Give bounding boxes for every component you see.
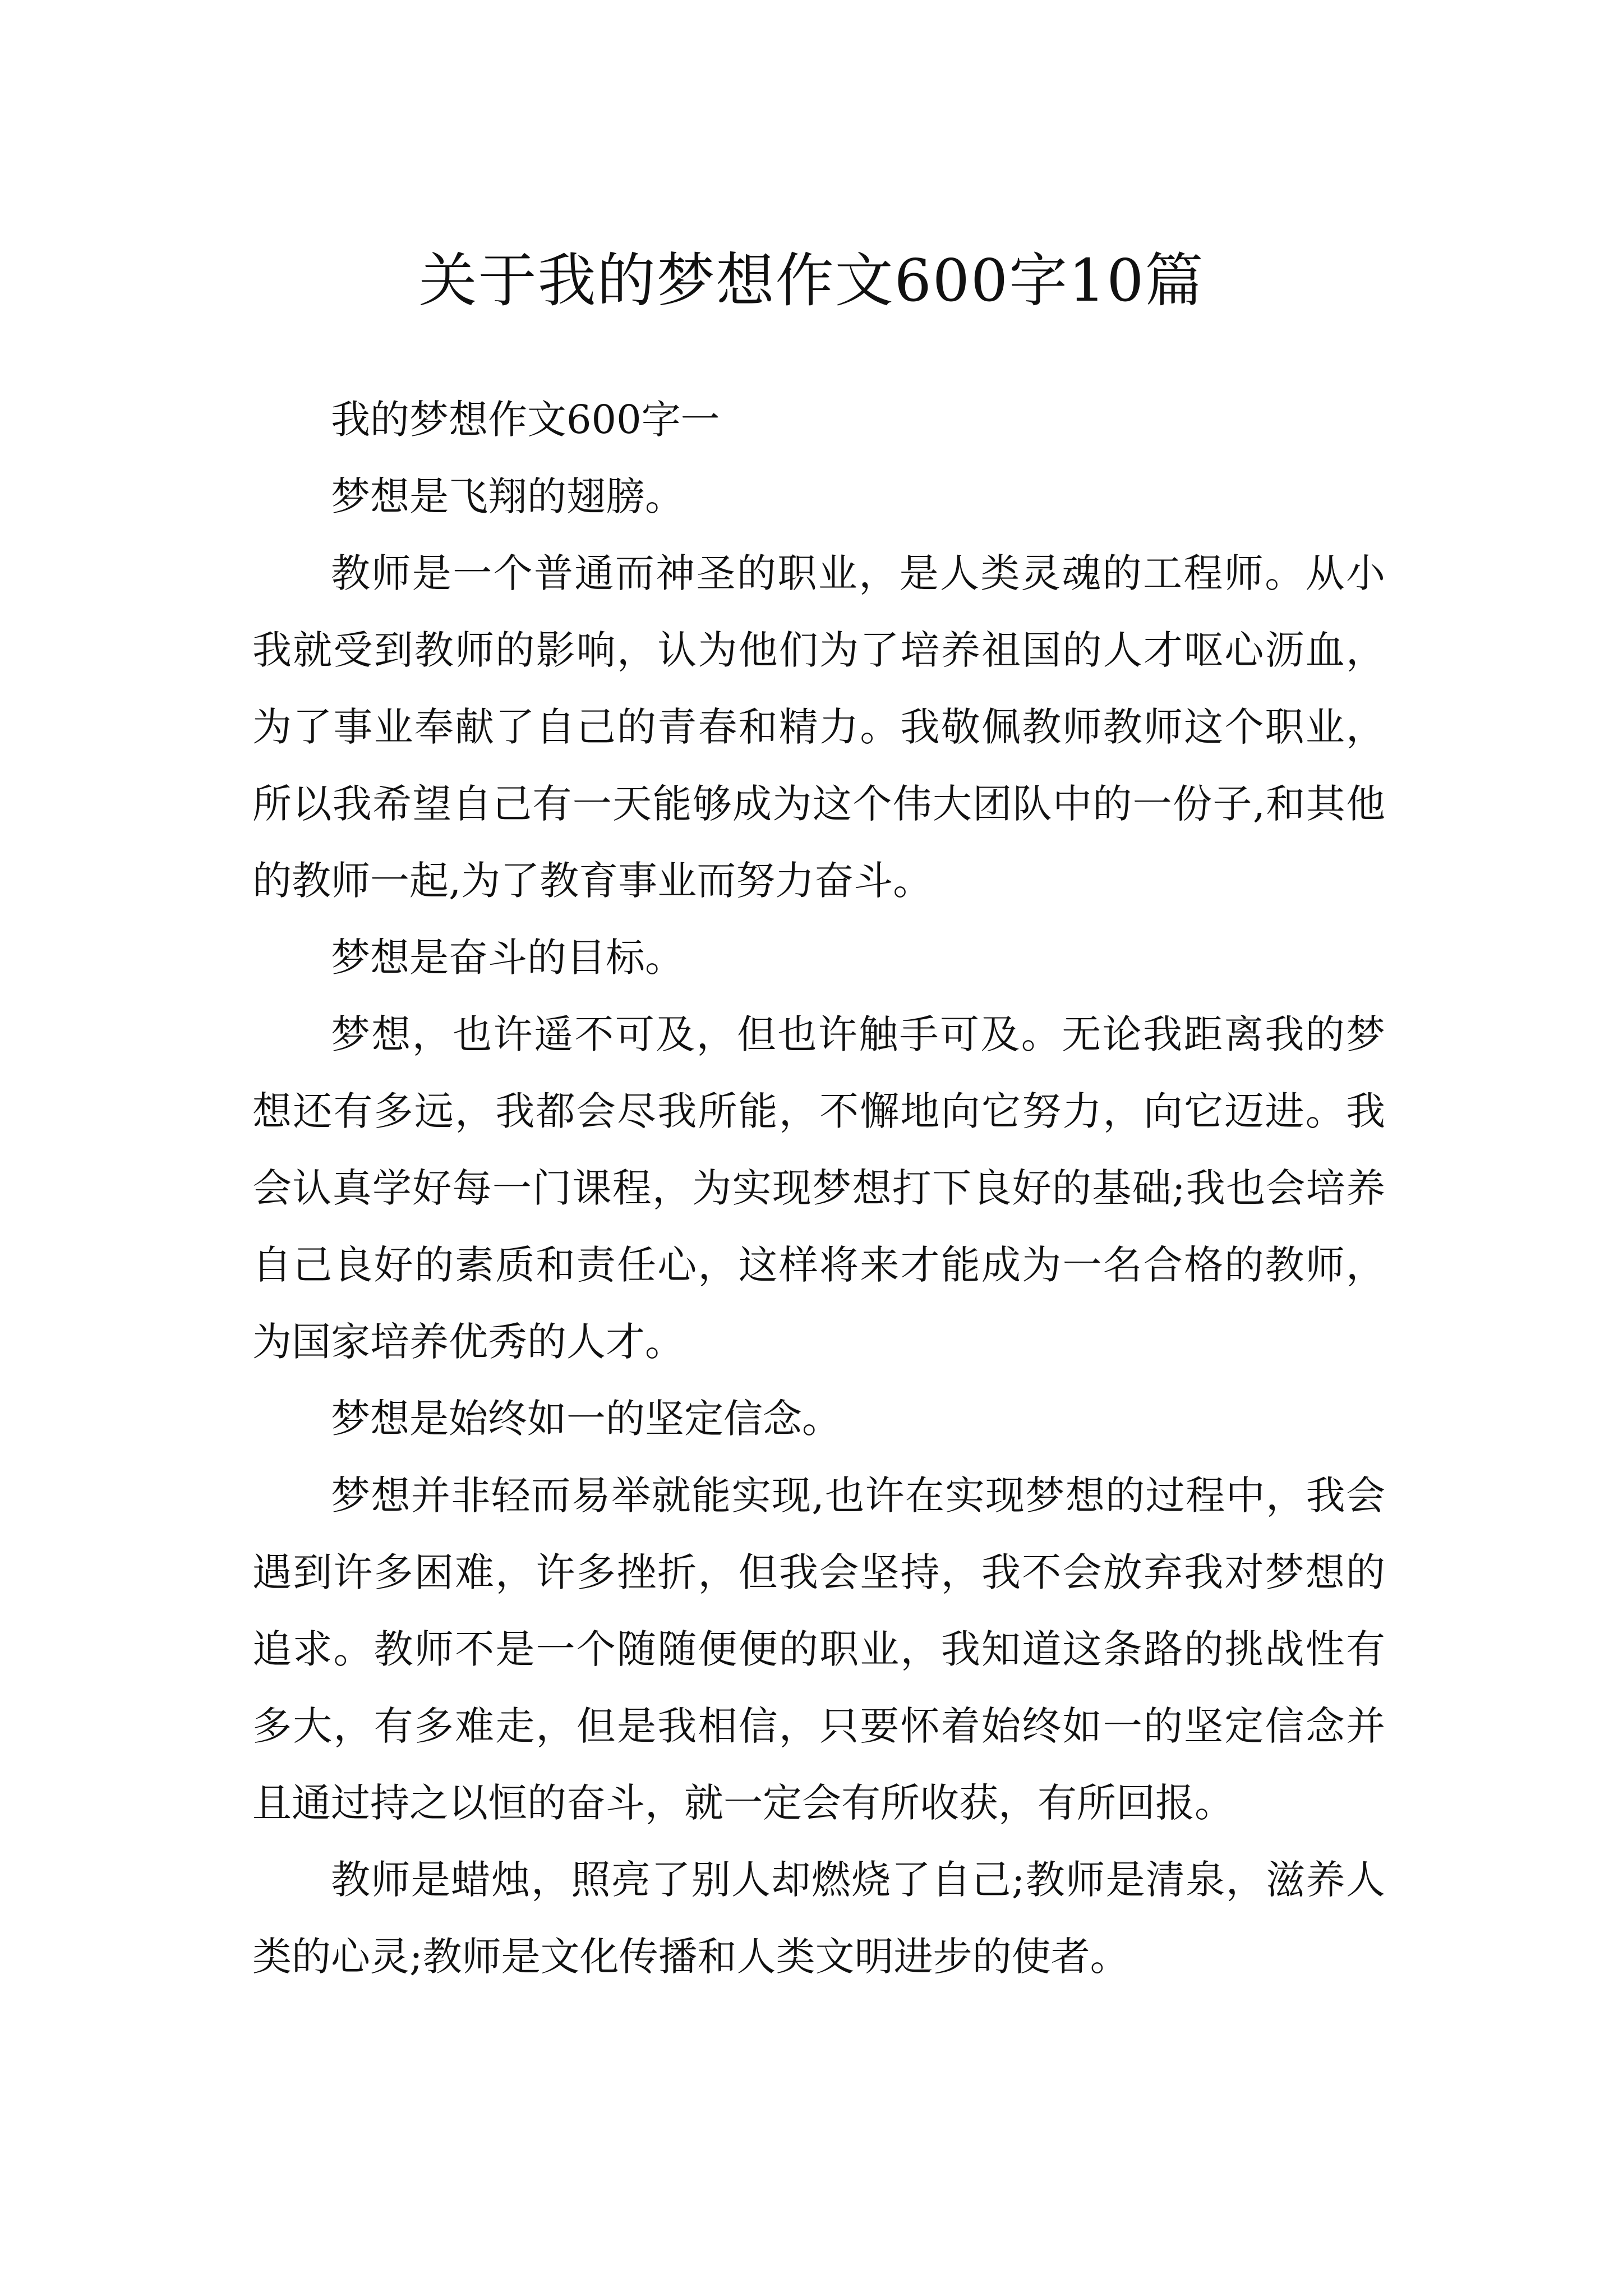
- document-body: [252, 381, 1385, 1995]
- paragraph-perseverance: 梦想并非轻而易举就能实现,也许在实现梦想的过程中，我会遇到许多困难，许多挫折，但我会坚持，我不会放弃我对梦想的追求。教师不是一个随随便便的职业，我知道这条路的挑战性有多大，有多难走，但是我相信，只要怀着始终如一的坚定信念并且通过持之以恒的奋斗，就一定会有所收获，有所回报。: [252, 1473, 1385, 1826]
- paragraph-pursuit: 梦想，也许遥不可及，但也许触手可及。无论我距离我的梦想还有多远，我都会尽我所能，不懈地向它努力，向它迈进。我会认真学好每一门课程，为实现梦想打下良好的基础;我也会培养自己良好的素质和责任心，这样将来才能成为一名合格的教师，为国家培养优秀的人才。: [252, 1011, 1385, 1365]
- subheading-wings: 梦想是飞翔的翅膀。: [331, 473, 684, 519]
- document-title: 关于我的梦想作文600字10篇: [418, 246, 1205, 315]
- subheading-goal: 梦想是奋斗的目标。: [331, 935, 684, 981]
- subheading-belief: 梦想是始终如一的坚定信念。: [331, 1396, 841, 1442]
- paragraph-teacher-profession: 教师是一个普通而神圣的职业，是人类灵魂的工程师。从小我就受到教师的影响，认为他们为了培养祖国的人才呕心沥血，为了事业奉献了自己的青春和精力。我敬佩教师教师这个职业，所以我希望自己有一天能够成为这个伟大团队中的一份子,和其他的教师一起,为了教育事业而努力奋斗。: [252, 550, 1385, 904]
- paragraph-candle: 教师是蜡烛，照亮了别人却燃烧了自己;教师是清泉，滋养人类的心灵;教师是文化传播和人类文明进步的使者。: [252, 1857, 1385, 1980]
- section-heading: 我的梦想作文600字一: [331, 397, 720, 443]
